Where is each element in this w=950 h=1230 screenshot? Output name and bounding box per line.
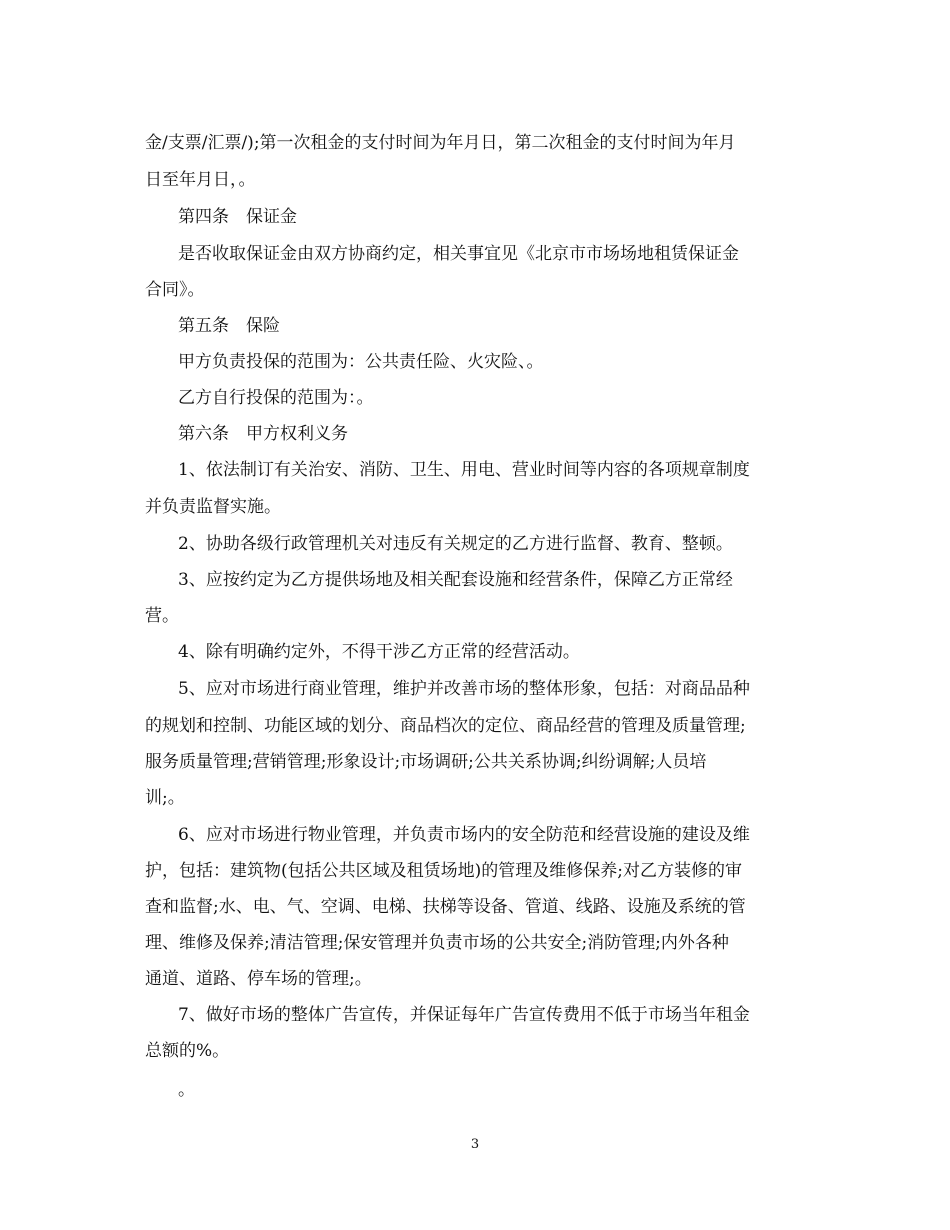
- paragraph-line: 金/支票/汇票/);第一次租金的支付时间为年月日，第二次租金的支付时间为年月: [145, 133, 736, 153]
- paragraph-line: 服务质量管理;营销管理;形象设计;市场调研;公共关系协调;纠纷调解;人员培: [145, 752, 707, 772]
- paragraph-line: 理、维修及保养;清洁管理;保安管理并负责市场的公共安全;消防管理;内外各种: [145, 933, 729, 953]
- paragraph-line: 4、除有明确约定外，不得干涉乙方正常的经营活动。: [178, 642, 580, 662]
- paragraph-line: 是否收取保证金由双方协商约定，相关事宜见《北京市市场场地租赁保证金: [178, 244, 739, 264]
- paragraph-line: 合同》。: [145, 280, 205, 300]
- paragraph-line: 总额的%。: [145, 1041, 230, 1061]
- paragraph-line: 2、协助各级行政管理机关对违反有关规定的乙方进行监督、教育、整顿。: [178, 534, 733, 554]
- paragraph-line: 并负责监督实施。: [145, 497, 281, 517]
- paragraph-line: 护，包括：建筑物(包括公共区域及租赁场地)的管理及维修保养;对乙方装修的审: [145, 861, 742, 881]
- paragraph-line: 日至年月日，。: [145, 170, 256, 190]
- paragraph-line: 1、依法制订有关治安、消防、卫生、用电、营业时间等内容的各项规章制度: [178, 460, 750, 480]
- paragraph-line: 的规划和控制、功能区域的划分、商品档次的定位、商品经营的管理及质量管理;: [145, 716, 746, 736]
- paragraph-line: 。: [178, 1080, 195, 1100]
- section-heading: 第五条 保险: [178, 316, 280, 336]
- paragraph-line: 甲方负责投保的范围为：公共责任险、火灾险、。: [178, 352, 544, 372]
- paragraph-line: 5、应对市场进行商业管理，维护并改善市场的整体形象，包括：对商品品种: [178, 679, 750, 699]
- paragraph-line: 6、应对市场进行物业管理，并负责市场内的安全防范和经营设施的建设及维: [178, 825, 750, 845]
- paragraph-line: 营。: [145, 606, 179, 626]
- page-number: 3: [470, 1137, 480, 1152]
- paragraph-line: 通道、道路、停车场的管理;。: [145, 969, 372, 989]
- paragraph-line: 乙方自行投保的范围为：。: [178, 388, 374, 408]
- paragraph-line: 7、做好市场的整体广告宣传，并保证每年广告宣传费用不低于市场当年租金: [178, 1005, 750, 1025]
- paragraph-line: 3、应按约定为乙方提供场地及相关配套设施和经营条件，保障乙方正常经: [178, 570, 733, 590]
- section-heading: 第四条 保证金: [178, 207, 297, 227]
- section-heading: 第六条 甲方权利义务: [178, 424, 348, 444]
- paragraph-line: 查和监督;水、电、气、空调、电梯、扶梯等设备、管道、线路、设施及系统的管: [145, 897, 746, 917]
- paragraph-line: 训;。: [145, 788, 185, 808]
